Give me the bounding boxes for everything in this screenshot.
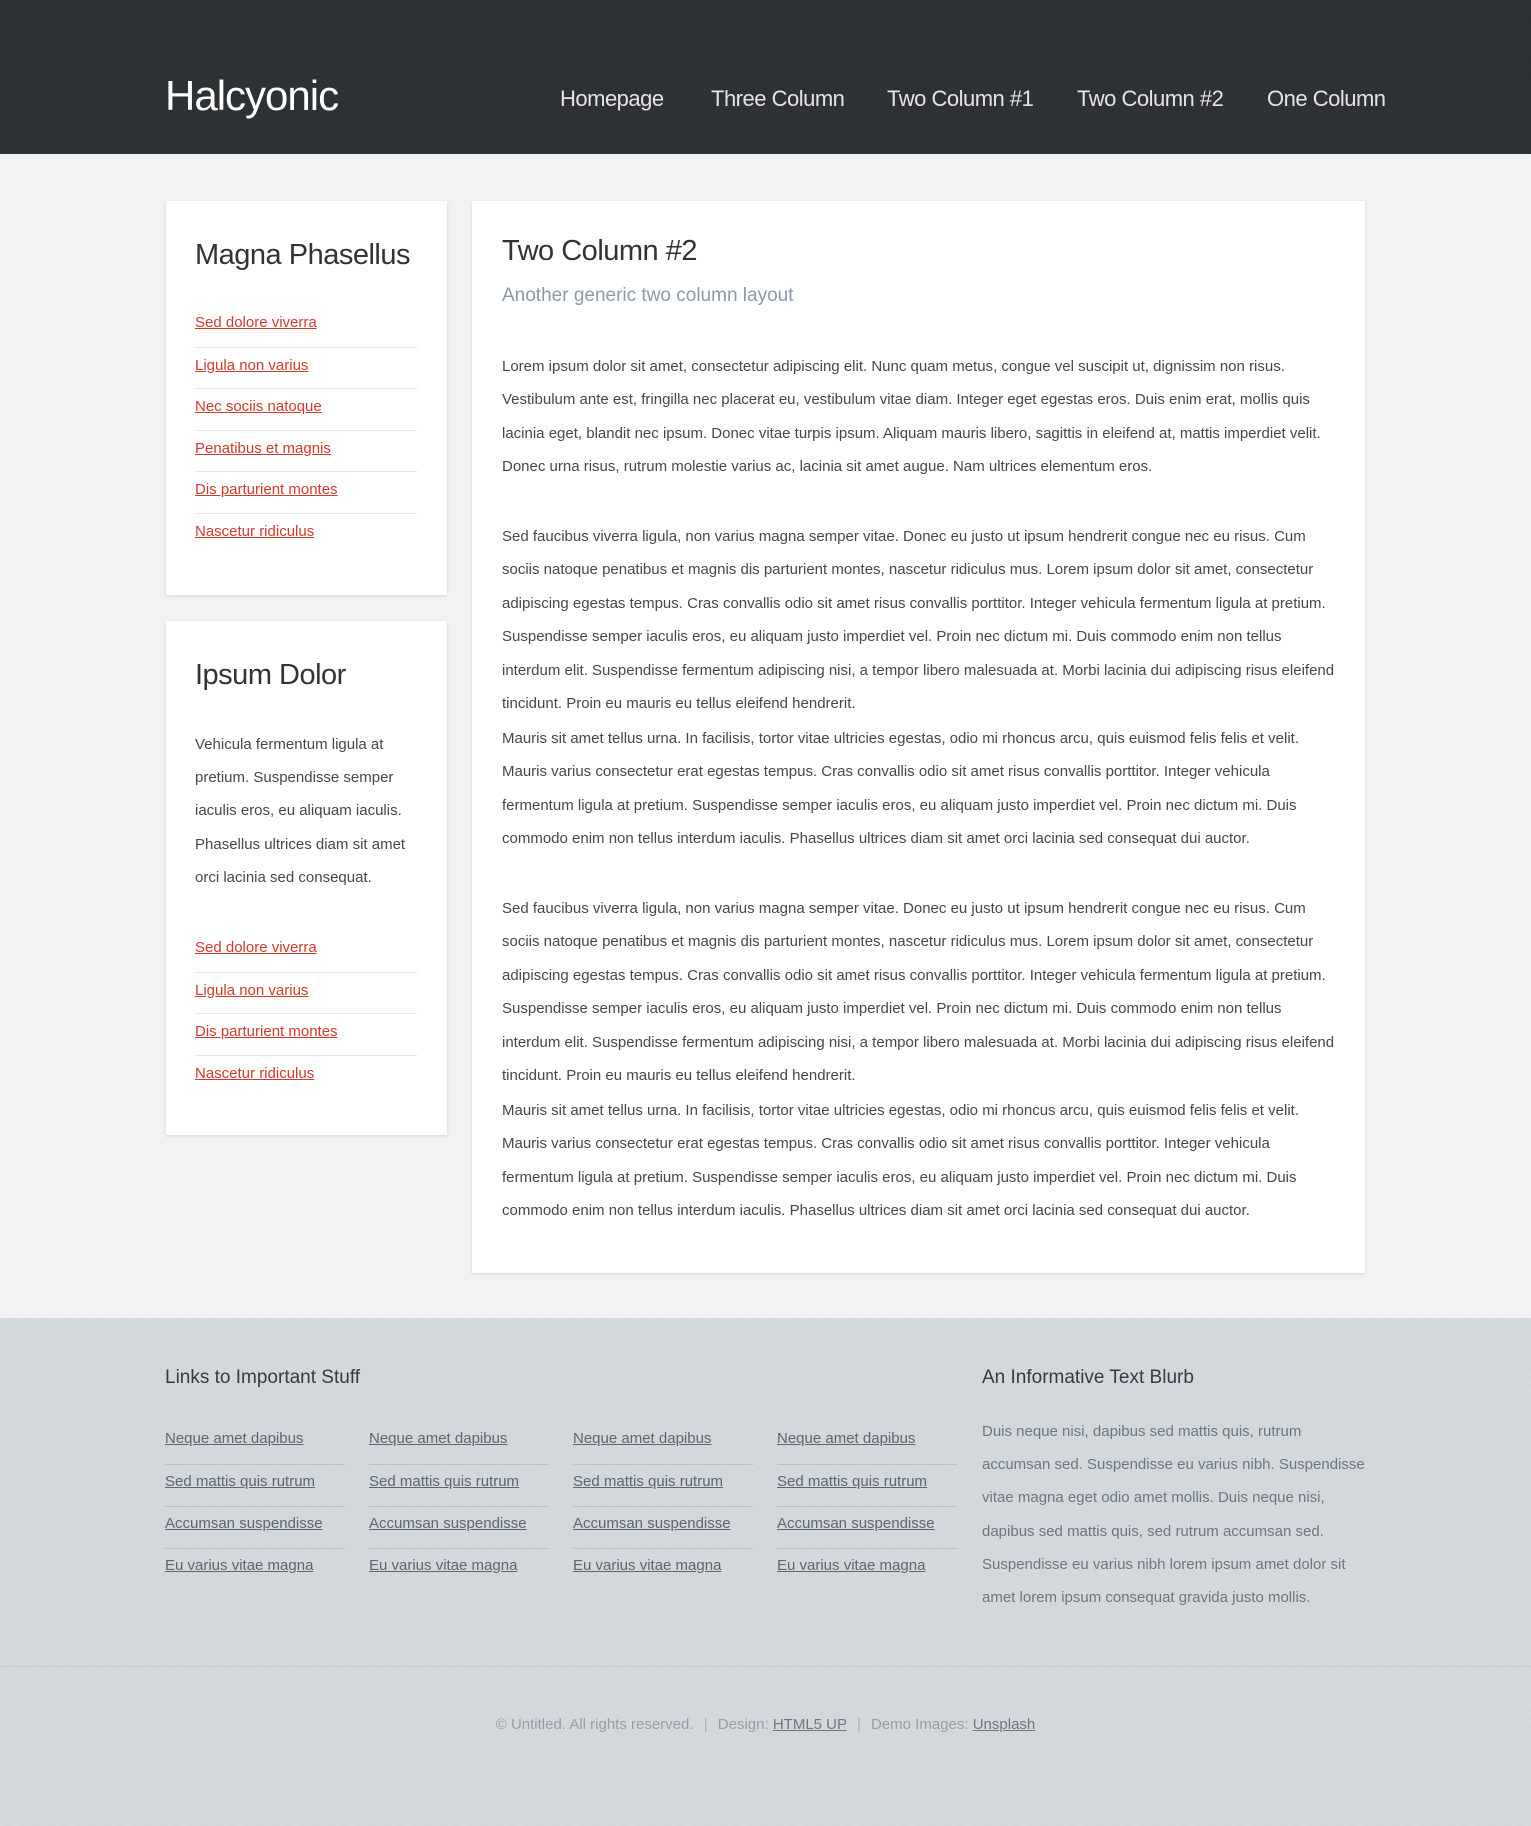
list-item [195, 930, 417, 972]
nav-two-column-1[interactable]: Two Column #1 [887, 86, 1034, 111]
footer-link[interactable]: Sed mattis quis rutrum [777, 1473, 928, 1490]
list-item [195, 347, 417, 389]
copyright-line [0, 1716, 1531, 1733]
footer-divider [0, 1666, 1531, 1667]
body-paragraph: Lorem ipsum dolor sit amet, consectetur adipiscing elit. Nunc quam metus, congue vel suscipit ut, dignissim non risus. Vestibulum ante est, fringilla nec placerat eu, vestibulum vitae diam. Integer eget egestas eros. Duis enim erat, mollis quis lacinia eget, blandit nec ipsum. Donec vitae turpis ipsum. Aliquam mauris libero, sagittis in eleifend at, mattis imperdiet velit. Donec urna risus, rutrum molestie varius ac, lacinia sit amet augue. Nam ultrices elementum eros. [502, 358, 1321, 476]
list-item [195, 471, 417, 513]
footer-link[interactable]: Neque amet dapibus [165, 1430, 304, 1447]
footer-link[interactable]: Neque amet dapibus [777, 1430, 916, 1447]
body-paragraph: Sed faucibus viverra ligula, non varius magna semper vitae. Donec eu justo ut ipsum hendrerit congue nec eu risus. Cum sociis natoque penatibus et magnis dis parturient montes, nascetur ridiculus mus. Lorem ipsum dolor sit amet, consectetur adipiscing egestas tempus. Cras convallis odio sit amet risus convallis porttitor. Integer vehicula fermentum ligula at pretium. Suspendisse semper iaculis eros, eu aliquam justo imperdiet vel. Proin nec dictum mi. Duis commodo enim non tellus interdum elit. Suspendisse fermentum adipiscing nisi, a tempor libero malesuada at. Morbi lacinia dui adipiscing risus eleifend tincidunt. Proin eu mauris eu tellus eleifend hendrerit. [502, 528, 1335, 713]
nav-homepage[interactable]: Homepage [560, 86, 664, 111]
body-paragraph: Sed faucibus viverra ligula, non varius magna semper vitae. Donec eu justo ut ipsum hendrerit congue nec eu risus. Cum sociis natoque penatibus et magnis dis parturient montes, nascetur ridiculus mus. Lorem ipsum dolor sit amet, consectetur adipiscing egestas tempus. Cras convallis odio sit amet risus convallis porttitor. Integer vehicula fermentum ligula at pretium. Suspendisse semper iaculis eros, eu aliquam justo imperdiet vel. Proin nec dictum mi. Duis commodo enim non tellus interdum elit. Suspendisse fermentum adipiscing nisi, a tempor libero malesuada at. Morbi lacinia dui adipiscing risus eleifend tincidunt. Proin eu mauris eu tellus eleifend hendrerit. [502, 900, 1335, 1085]
list-item [777, 1464, 957, 1506]
list-item [165, 1422, 345, 1464]
sidebar-link[interactable]: Dis parturient montes [195, 481, 338, 498]
footer-link[interactable]: Accumsan suspendisse [573, 1515, 731, 1532]
sidebar-link[interactable]: Sed dolore viverra [195, 939, 317, 956]
body-paragraph: Mauris sit amet tellus urna. In facilisis, tortor vitae ultricies egestas, odio mi rhoncus arcu, quis euismod felis felis et velit. Mauris varius consectetur erat egestas tempus. Cras convallis odio sit amet risus convallis porttitor. Integer vehicula fermentum ligula at pretium. Suspendisse semper iaculis eros, eu aliquam justo imperdiet vel. Proin nec dictum mi. Duis commodo enim non tellus interdum iaculis. Phasellus ultrices diam sit amet orci lacinia sed consequat dui auctor. [502, 730, 1299, 848]
list-item [195, 388, 417, 430]
footer-link[interactable]: Accumsan suspendisse [165, 1515, 323, 1532]
list-item [369, 1464, 549, 1506]
sidebar-link[interactable]: Dis parturient montes [195, 1023, 338, 1040]
list-item [195, 1013, 417, 1055]
footer-link-column [573, 1422, 753, 1590]
main-content [472, 201, 1365, 1273]
footer-link[interactable]: Accumsan suspendisse [369, 1515, 527, 1532]
footer-link[interactable]: Sed mattis quis rutrum [369, 1473, 520, 1490]
list-item [195, 513, 417, 555]
site-logo[interactable]: Halcyonic [165, 72, 339, 119]
nav-one-column[interactable]: One Column [1267, 86, 1386, 111]
footer-link-column [777, 1422, 957, 1590]
list-item [573, 1422, 753, 1464]
separator: | [856, 1716, 861, 1733]
site-header [0, 0, 1531, 154]
list-item [777, 1548, 957, 1590]
page-subtitle: Another generic two column layout [502, 285, 794, 306]
design-label: Design: [717, 1716, 769, 1733]
sidebar-box-text: Vehicula fermentum ligula at pretium. Suspendisse semper iaculis eros, eu aliquam iaculis. Phasellus ultrices diam sit amet orci lacinia sed consequat. [195, 736, 406, 886]
footer-link-column [165, 1422, 345, 1590]
sidebar-link-list [195, 930, 417, 1096]
footer-link[interactable]: Accumsan suspendisse [777, 1515, 935, 1532]
sidebar-link[interactable]: Sed dolore viverra [195, 314, 317, 331]
footer-links-title: Links to Important Stuff [165, 1367, 361, 1388]
sidebar-link[interactable]: Nascetur ridiculus [195, 1064, 315, 1082]
page-title: Two Column #2 [502, 235, 697, 267]
body-paragraph: Mauris sit amet tellus urna. In facilisis, tortor vitae ultricies egestas, odio mi rhoncus arcu, quis euismod felis felis et velit. Mauris varius consectetur erat egestas tempus. Cras convallis odio sit amet risus convallis porttitor. Integer vehicula fermentum ligula at pretium. Suspendisse semper iaculis eros, eu aliquam justo imperdiet vel. Proin nec dictum mi. Duis commodo enim non tellus interdum iaculis. Phasellus ultrices diam sit amet orci lacinia sed consequat dui auctor. [502, 1102, 1299, 1220]
sidebar-box-magna-phasellus [166, 201, 447, 595]
list-item [573, 1548, 753, 1590]
design-credit-link[interactable]: HTML5 UP [772, 1716, 847, 1733]
sidebar-box-ipsum-dolor [166, 621, 447, 1135]
images-label: Demo Images: [871, 1716, 969, 1733]
list-item [195, 972, 417, 1014]
list-item [195, 305, 417, 347]
footer-link[interactable]: Eu varius vitae magna [573, 1557, 722, 1574]
sidebar-box-title: Ipsum Dolor [195, 659, 346, 691]
footer-link[interactable]: Eu varius vitae magna [165, 1557, 314, 1574]
list-item [369, 1422, 549, 1464]
list-item [165, 1506, 345, 1548]
sidebar-link[interactable]: Ligula non varius [195, 981, 309, 999]
footer-blurb-text: Duis neque nisi, dapibus sed mattis quis, rutrum accumsan sed. Suspendisse eu varius nibh. Suspendisse vitae magna eget odio amet mollis. Duis neque nisi, dapibus sed mattis quis, sed rutrum accumsan sed. Suspendisse eu varius nibh lorem ipsum amet dolor sit amet lorem ipsum consequat gravida justo mollis. [982, 1423, 1365, 1607]
footer-link[interactable]: Neque amet dapibus [573, 1430, 712, 1447]
sidebar-box-title: Magna Phasellus [195, 239, 410, 271]
sidebar-link-list [195, 305, 417, 554]
sidebar-link[interactable]: Penatibus et magnis [195, 439, 331, 457]
images-credit-link[interactable]: Unsplash [972, 1716, 1036, 1733]
list-item [777, 1506, 957, 1548]
sidebar-link[interactable]: Ligula non varius [195, 356, 309, 374]
copyright-text: © Untitled. All rights reserved. [495, 1716, 694, 1733]
footer-link[interactable]: Eu varius vitae magna [369, 1557, 518, 1574]
list-item [573, 1464, 753, 1506]
nav-two-column-2[interactable]: Two Column #2 [1077, 86, 1224, 111]
list-item [777, 1422, 957, 1464]
sidebar-link[interactable]: Nascetur ridiculus [195, 522, 315, 540]
footer-blurb-title: An Informative Text Blurb [982, 1367, 1194, 1388]
list-item [369, 1548, 549, 1590]
nav-three-column[interactable]: Three Column [711, 86, 845, 111]
list-item [195, 1055, 417, 1097]
sidebar-link[interactable]: Nec sociis natoque [195, 398, 322, 415]
main-nav [0, 86, 1531, 116]
separator: | [703, 1716, 708, 1733]
footer-link[interactable]: Sed mattis quis rutrum [165, 1473, 316, 1490]
footer-link-column [369, 1422, 549, 1590]
list-item [165, 1464, 345, 1506]
footer-link[interactable]: Sed mattis quis rutrum [573, 1473, 724, 1490]
footer-link[interactable]: Eu varius vitae magna [777, 1557, 926, 1574]
list-item [573, 1506, 753, 1548]
list-item [195, 430, 417, 472]
list-item [369, 1506, 549, 1548]
footer-link[interactable]: Neque amet dapibus [369, 1430, 508, 1447]
site-footer [0, 1318, 1531, 1826]
list-item [165, 1548, 345, 1590]
